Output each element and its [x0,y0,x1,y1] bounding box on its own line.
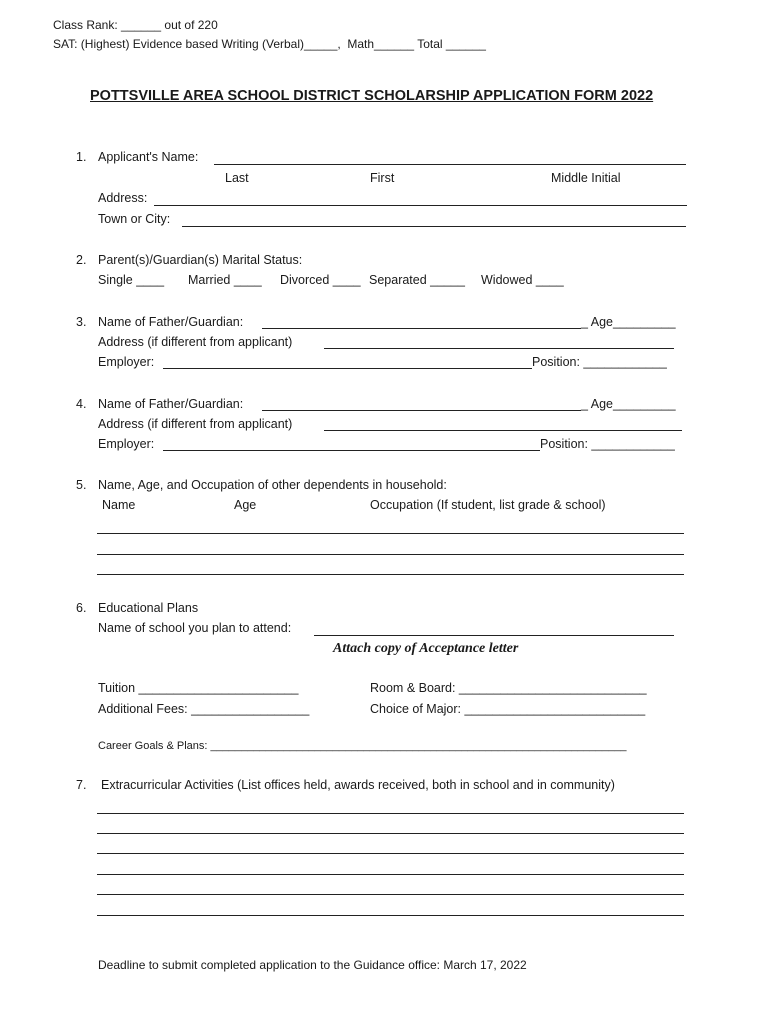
middle-initial-caption: Middle Initial [551,171,621,185]
father-name-field[interactable] [262,328,581,329]
marital-option-separated[interactable]: Separated _____ [369,273,465,287]
guardian-name-label: Name of Father/Guardian: [98,397,244,411]
address-field[interactable] [154,205,687,206]
deadline-note: Deadline to submit completed application to the Guidance office: March 17, 2022 [98,958,527,972]
section-1-number: 1. [76,150,87,164]
extracurricular-line[interactable] [97,894,684,895]
extracurricular-line[interactable] [97,874,684,875]
section-3-number: 3. [76,315,87,329]
marital-option-divorced[interactable]: Divorced ____ [280,273,361,287]
section-6-number: 6. [76,601,87,615]
applicant-name-label: Applicant's Name: [98,150,199,164]
dependents-line[interactable] [97,554,684,555]
last-name-caption: Last [225,171,249,185]
guardian-address-field[interactable] [324,430,682,431]
school-label: Name of school you plan to attend: [98,621,292,635]
father-employer-label: Employer: [98,355,155,369]
marital-option-single[interactable]: Single ____ [98,273,165,287]
form-title: POTTSVILLE AREA SCHOOL DISTRICT SCHOLARSHIP APPLICATION FORM 2022 [90,88,654,104]
guardian-employer-label: Employer: [98,437,155,451]
extracurricular-line[interactable] [97,813,684,814]
section-7-number: 7. [76,778,87,792]
father-position-field[interactable]: Position: ____________ [532,355,667,369]
extracurricular-line[interactable] [97,833,684,834]
extracurricular-line[interactable] [97,915,684,916]
dependents-col-name: Name [102,498,136,512]
marital-option-widowed[interactable]: Widowed ____ [481,273,564,287]
sat-line: SAT: (Highest) Evidence based Writing (Verbal)_____, Math______ Total ______ [53,37,486,51]
address-label: Address: [98,191,148,205]
career-goals-field[interactable]: Career Goals & Plans: ____________________________________________________________________ [98,740,627,752]
room-board-field[interactable]: Room & Board: ___________________________ [370,681,647,695]
major-field[interactable]: Choice of Major: __________________________ [370,702,646,716]
dependents-col-age: Age [234,498,257,512]
additional-fees-field[interactable]: Additional Fees: _________________ [98,702,310,716]
guardian-employer-field[interactable] [163,450,540,451]
father-name-label: Name of Father/Guardian: [98,315,244,329]
father-age-field[interactable]: _ Age_________ [581,315,676,329]
section-4-number: 4. [76,397,87,411]
school-field[interactable] [314,635,674,636]
father-address-field[interactable] [324,348,674,349]
acceptance-letter-note: Attach copy of Acceptance letter [333,641,519,656]
town-label: Town or City: [98,212,171,226]
guardian-address-label: Address (if different from applicant) [98,417,293,431]
marital-option-married[interactable]: Married ____ [188,273,262,287]
applicant-name-field[interactable] [214,164,686,165]
guardian-position-field[interactable]: Position: ____________ [540,437,675,451]
town-field[interactable] [182,226,686,227]
father-employer-field[interactable] [163,368,532,369]
first-name-caption: First [370,171,395,185]
section-5-number: 5. [76,478,87,492]
marital-status-label: Parent(s)/Guardian(s) Marital Status: [98,253,303,267]
extracurricular-label: Extracurricular Activities (List offices held, awards received, both in school and in community) [101,778,615,792]
guardian-name-field[interactable] [262,410,581,411]
section-2-number: 2. [76,253,87,267]
dependents-line[interactable] [97,533,684,534]
dependents-col-occupation: Occupation (If student, list grade & school) [370,498,606,512]
tuition-field[interactable]: Tuition _______________________ [98,681,299,695]
extracurricular-line[interactable] [97,853,684,854]
father-address-label: Address (if different from applicant) [98,335,293,349]
class-rank-line: Class Rank: ______ out of 220 [53,18,218,32]
educational-plans-label: Educational Plans [98,601,199,615]
dependents-line[interactable] [97,574,684,575]
dependents-label: Name, Age, and Occupation of other dependents in household: [98,478,447,492]
guardian-age-field[interactable]: _ Age_________ [581,397,676,411]
